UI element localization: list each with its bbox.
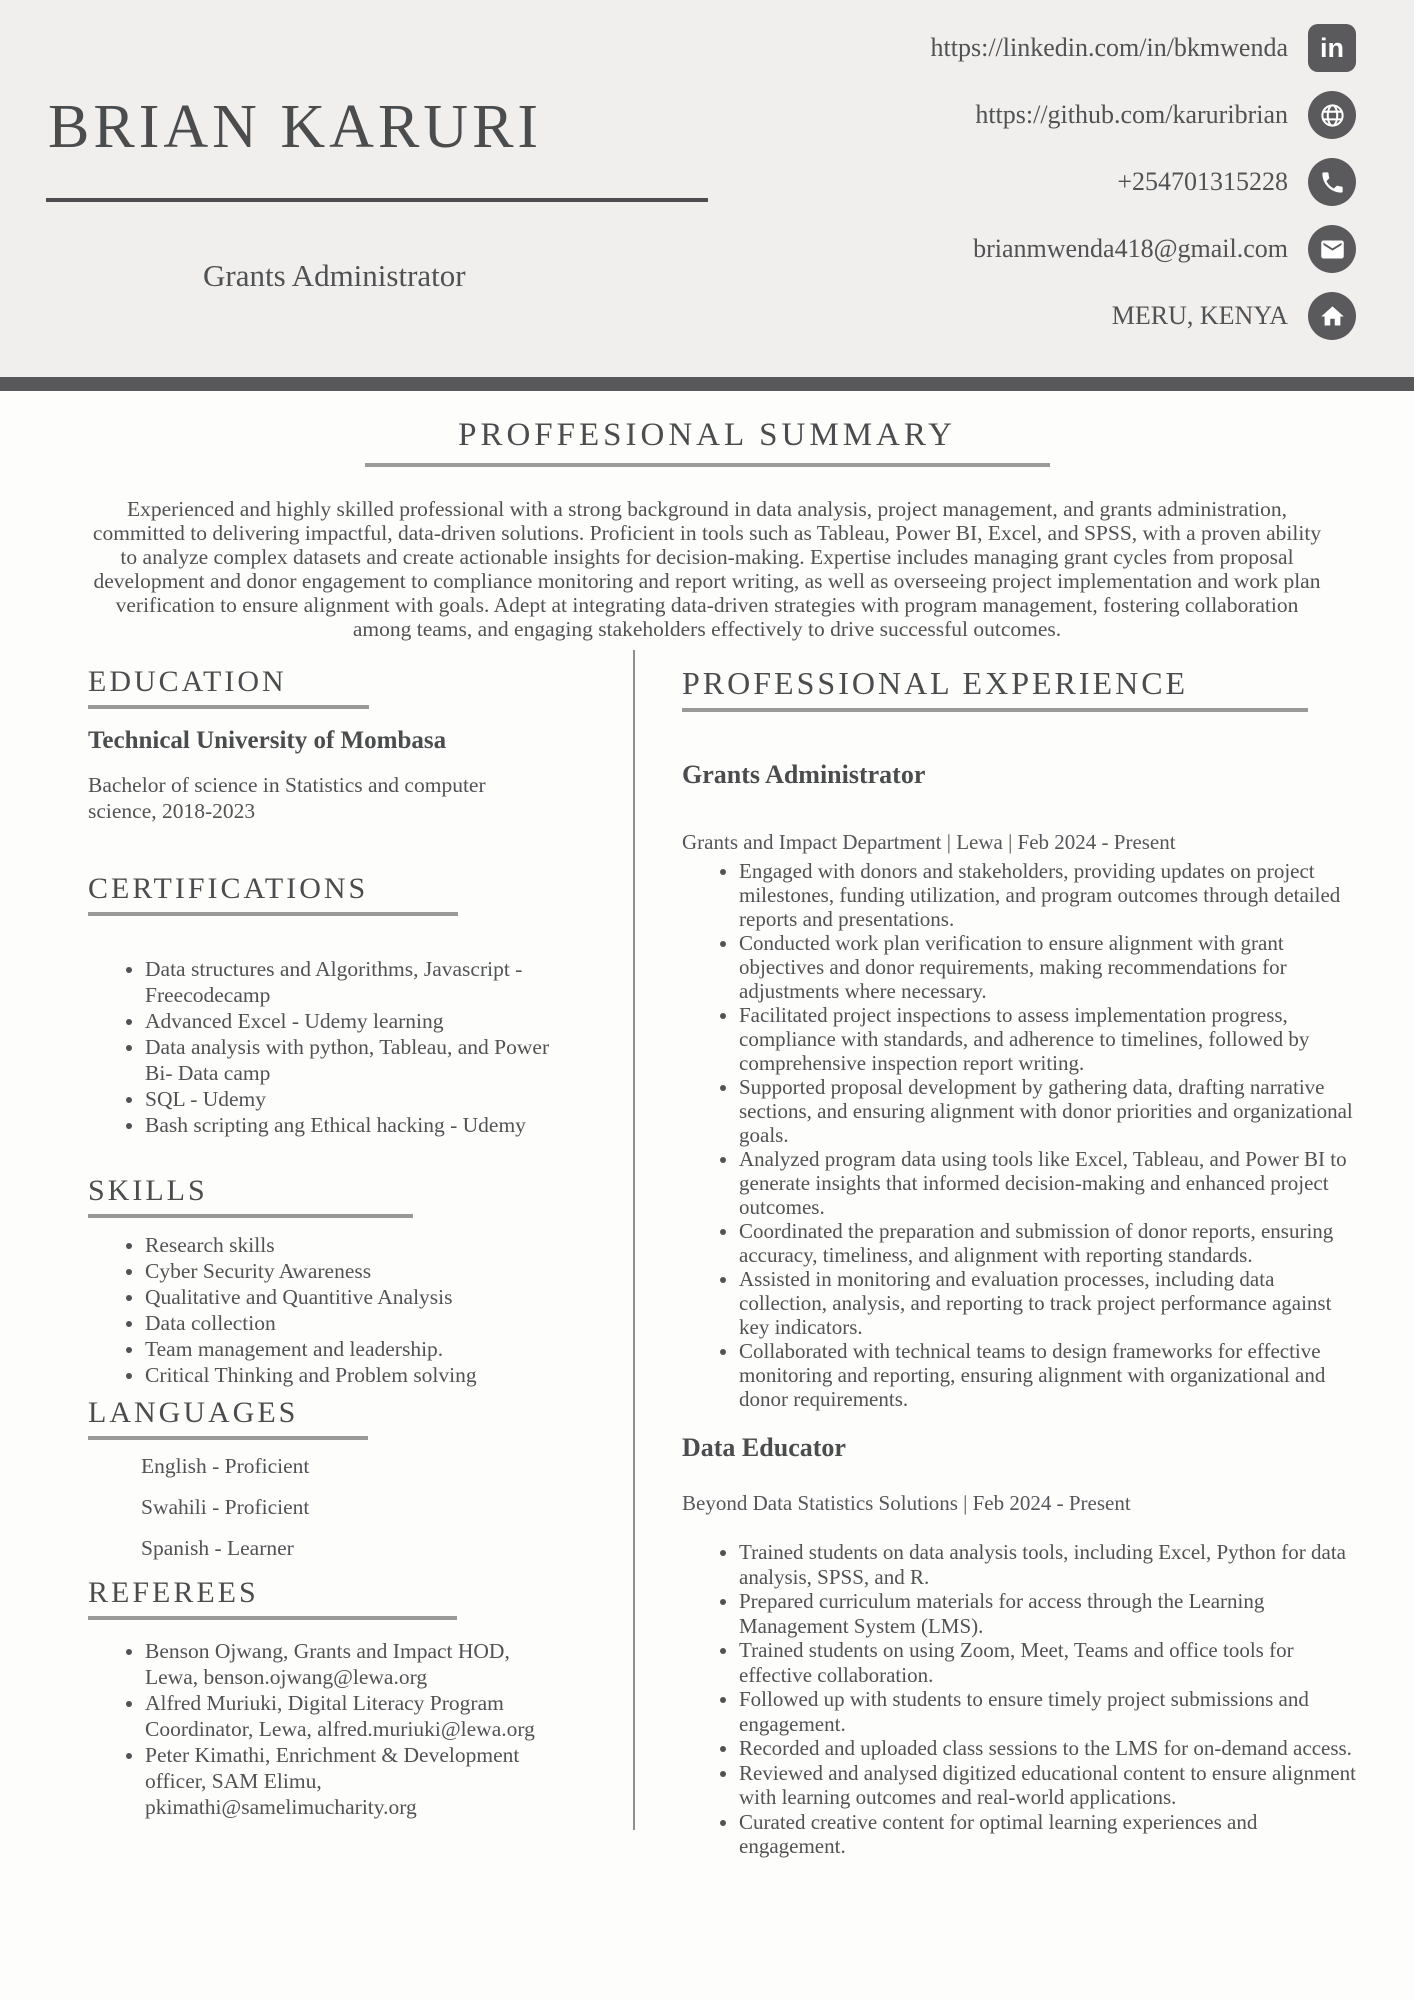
summary-heading: PROFFESIONAL SUMMARY [458, 417, 956, 453]
certification-item: • Advanced Excel - Udemy learning [145, 1008, 554, 1034]
skills-list [88, 1232, 554, 1388]
job-bullet: • Collaborated with technical teams to design frameworks for effective monitoring and reporting, ensuring alignment with organizational and donor requirements. [739, 1339, 1359, 1411]
email-address[interactable]: brianmwenda418@gmail.com [973, 234, 1288, 263]
experience-underline [682, 708, 1308, 712]
education-underline [88, 705, 369, 709]
header-divider-bar [0, 377, 1414, 391]
summary-text: Experienced and highly skilled professional with a strong background in data analysis, project management, and grants administration, committed to delivering impactful, data-driven solutions. Proficient in tools such as Tableau, Power BI, Excel, and SPSS, with a proven ability to analyze complex datasets and create actionable insights for decision-making. Expertise includes managing grant cycles from proposal development and donor engagement to compliance monitoring and report writing, as well as overseeing project implementation and work plan verification to ensure alignment with goals. Adept at integrating data-driven strategies with program management, fostering collaboration among teams, and engaging stakeholders effectively to drive successful outcomes. [92, 497, 1322, 641]
education-heading: EDUCATION [88, 665, 287, 698]
skill-item: • Critical Thinking and Problem solving [145, 1362, 554, 1388]
left-column [0, 665, 634, 1859]
skill-item: • Team management and leadership. [145, 1336, 554, 1362]
referees-list [88, 1638, 554, 1820]
location-text: MERU, KENYA [1111, 301, 1288, 330]
skill-item: • Cyber Security Awareness [145, 1258, 554, 1284]
job-bullet: • Facilitated project inspections to assess implementation progress, compliance with standards, and adherence to timelines, followed by comprehensive inspection report writing. [739, 1003, 1359, 1075]
email-icon [1308, 225, 1356, 273]
contact-row-phone [931, 158, 1356, 206]
job-bullet: • Analyzed program data using tools like Excel, Tableau, and Power BI to generate insights that informed decision-making and enhanced project outcomes. [739, 1147, 1359, 1219]
job-bullet: • Curated creative content for optimal learning experiences and engagement. [739, 1810, 1359, 1859]
job-bullet: • Followed up with students to ensure timely project submissions and engagement. [739, 1687, 1359, 1736]
job-bullet: • Assisted in monitoring and evaluation processes, including data collection, analysis, and reporting to track project performance against key indicators. [739, 1267, 1359, 1339]
summary-section [0, 391, 1414, 641]
job-title: Grants Administrator [682, 760, 926, 789]
contact-row-github [931, 91, 1356, 139]
name-underline [46, 198, 708, 202]
certification-item: • SQL - Udemy [145, 1086, 554, 1112]
certifications-underline [88, 912, 458, 916]
github-url[interactable]: https://github.com/karuribrian [975, 100, 1288, 129]
referee-item: • Peter Kimathi, Enrichment & Development officer, SAM Elimu, pkimathi@samelimucharity.org [145, 1742, 554, 1820]
job-bullet: • Supported proposal development by gathering data, drafting narrative sections, and ensuring alignment with donor priorities and organizational goals. [739, 1075, 1359, 1147]
language-item: Swahili - Proficient [141, 1495, 310, 1519]
languages-heading: LANGUAGES [88, 1396, 299, 1429]
skill-item: • Data collection [145, 1310, 554, 1336]
skills-heading: SKILLS [88, 1174, 208, 1207]
language-item: English - Proficient [141, 1454, 310, 1478]
experience-heading: PROFESSIONAL EXPERIENCE [682, 665, 1189, 701]
referee-item: • Alfred Muriuki, Digital Literacy Program Coordinator, Lewa, alfred.muriuki@lewa.org [145, 1690, 554, 1742]
referees-heading: REFEREES [88, 1576, 259, 1609]
certification-item: • Data analysis with python, Tableau, and Power Bi- Data camp [145, 1034, 554, 1086]
job-bullet: • Trained students on using Zoom, Meet, Teams and office tools for effective collaboration. [739, 1638, 1359, 1687]
referees-underline [88, 1616, 457, 1620]
certifications-list [88, 956, 554, 1138]
skill-item: • Qualitative and Quantitive Analysis [145, 1284, 554, 1310]
languages-underline [88, 1436, 368, 1440]
job-bullet-list [682, 859, 1359, 1411]
skills-underline [88, 1214, 413, 1218]
language-item: Spanish - Learner [141, 1536, 294, 1560]
job-title-header: Grants Administrator [203, 258, 466, 293]
contact-row-location [931, 292, 1356, 340]
job-bullet: • Recorded and uploaded class sessions to the LMS for on-demand access. [739, 1736, 1359, 1761]
contact-row-linkedin [931, 24, 1356, 72]
education-degree: Bachelor of science in Statistics and computer science, 2018-2023 [88, 773, 486, 823]
contact-row-email [931, 225, 1356, 273]
job-bullet: • Engaged with donors and stakeholders, providing updates on project milestones, funding utilization, and program outcomes through detailed reports and presentations. [739, 859, 1359, 931]
column-divider [633, 650, 635, 1830]
job-bullet: • Coordinated the preparation and submission of donor reports, ensuring accuracy, timeliness, and alignment with reporting standards. [739, 1219, 1359, 1267]
certification-item: • Bash scripting ang Ethical hacking - Udemy [145, 1112, 554, 1138]
phone-number: +254701315228 [1117, 167, 1288, 196]
header [0, 0, 1414, 377]
job-meta: Beyond Data Statistics Solutions | Feb 2024 - Present [682, 1491, 1131, 1515]
job-bullet: • Trained students on data analysis tools, including Excel, Python for data analysis, SPSS, and R. [739, 1540, 1359, 1589]
education-school: Technical University of Mombasa [88, 727, 447, 754]
person-name: BRIAN KARURI [48, 93, 543, 161]
contact-list [931, 24, 1356, 340]
linkedin-url[interactable]: https://linkedin.com/in/bkmwenda [930, 33, 1288, 62]
job-meta: Grants and Impact Department | Lewa | Feb 2024 - Present [682, 830, 1176, 854]
job-bullet: • Prepared curriculum materials for access through the Learning Management System (LMS). [739, 1589, 1359, 1638]
referee-item: • Benson Ojwang, Grants and Impact HOD, Lewa, benson.ojwang@lewa.org [145, 1638, 554, 1690]
job-title: Data Educator [682, 1433, 846, 1462]
linkedin-icon: in [1308, 24, 1356, 72]
skill-item: • Research skills [145, 1232, 554, 1258]
right-column [634, 665, 1414, 1859]
job-bullet: • Reviewed and analysed digitized educational content to ensure alignment with learning outcomes and real-world applications. [739, 1761, 1359, 1810]
job-bullet-list [682, 1540, 1359, 1859]
certifications-heading: CERTIFICATIONS [88, 872, 369, 905]
home-icon [1308, 292, 1356, 340]
columns [0, 665, 1414, 1859]
job-bullet: • Conducted work plan verification to ensure alignment with grant objectives and donor requirements, making recommendations for adjustments where necessary. [739, 931, 1359, 1003]
certification-item: • Data structures and Algorithms, Javascript - Freecodecamp [145, 956, 554, 1008]
languages-list [88, 1453, 554, 1562]
summary-underline [365, 463, 1050, 467]
phone-icon [1308, 158, 1356, 206]
globe-icon [1308, 91, 1356, 139]
